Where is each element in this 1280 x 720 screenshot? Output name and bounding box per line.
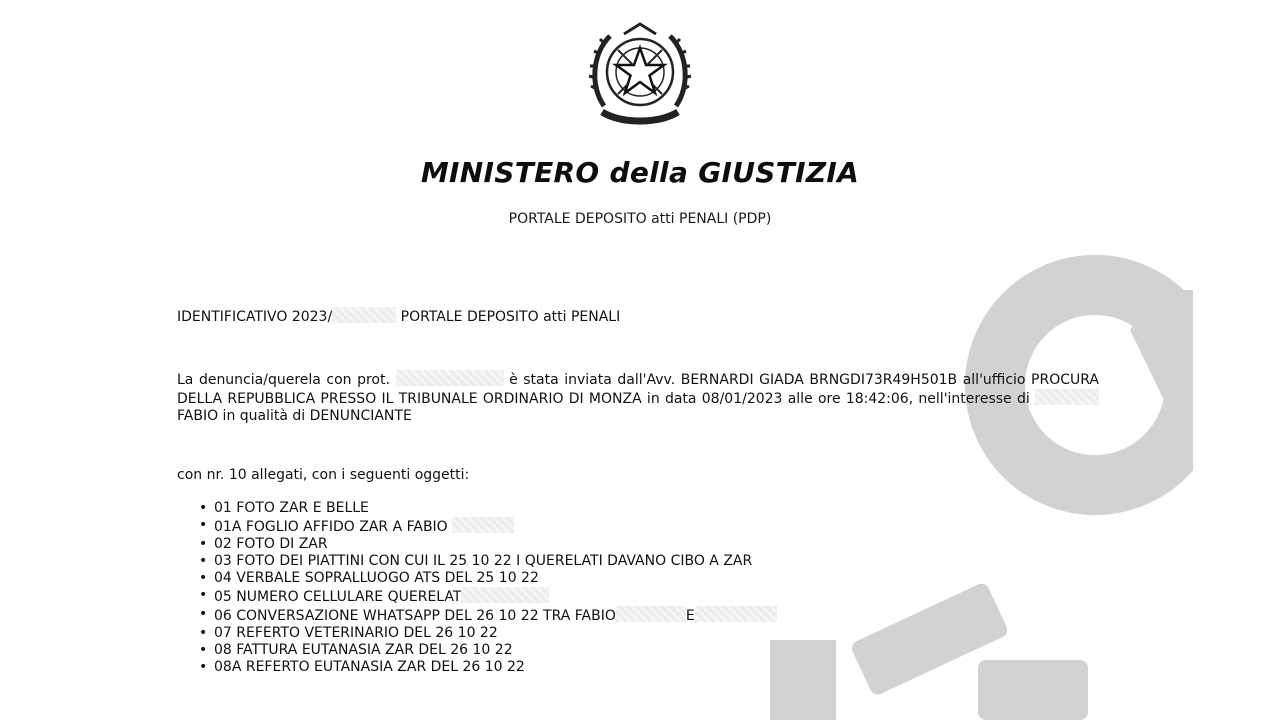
identifier-line (177, 307, 620, 325)
redaction-box (695, 606, 777, 622)
italian-republic-emblem (588, 20, 692, 128)
list-item: • 07 REFERTO VETERINARIO DEL 26 10 22 (177, 625, 777, 642)
paragraph-part-3: FABIO in qualità di DENUNCIANTE (177, 408, 412, 424)
complaint-paragraph (177, 370, 1099, 425)
identifier-prefix: IDENTIFICATIVO 2023/ (177, 309, 333, 325)
identifier-suffix: PORTALE DEPOSITO atti PENALI (400, 309, 621, 325)
list-item: • 01A FOGLIO AFFIDO ZAR A FABIO (177, 517, 777, 536)
redaction-box (461, 587, 549, 603)
list-item: • 05 NUMERO CELLULARE QUERELAT (177, 587, 777, 606)
paragraph-part-1: La denuncia/querela con prot. (177, 372, 390, 388)
attachments-list (177, 500, 777, 676)
redaction-box (1035, 389, 1099, 405)
redaction-box (616, 606, 686, 622)
list-item: • 08 FATTURA EUTANASIA ZAR DEL 26 10 22 (177, 642, 777, 659)
attachments-intro: con nr. 10 allegati, con i seguenti oggetti: (177, 467, 470, 483)
list-item: • 04 VERBALE SOPRALLUOGO ATS DEL 25 10 22 (177, 570, 777, 587)
paragraph-part-2: è stata inviata dall'Avv. BERNARDI GIADA BRNGDI73R49H501B all'ufficio PROCURA DELLA REPUBBLICA PRESSO IL TRIBUNALE ORDINARIO DI MONZA in data 08/01/2023 alle ore 18:42:06, nell'interesse di (177, 372, 1099, 407)
redaction-box (396, 370, 504, 386)
list-item: • 08A REFERTO EUTANASIA ZAR DEL 26 10 22 (177, 659, 777, 676)
ministry-title: MINISTERO della GIUSTIZIA (420, 156, 860, 189)
list-item: • 03 FOTO DEI PIATTINI CON CUI IL 25 10 22 I QUERELATI DAVANO CIBO A ZAR (177, 553, 777, 570)
redaction-box (452, 517, 514, 533)
list-item: • 01 FOTO ZAR E BELLE (177, 500, 777, 517)
list-item: • 06 CONVERSAZIONE WHATSAPP DEL 26 10 22 TRA FABIO E (177, 606, 777, 625)
list-item: • 02 FOTO DI ZAR (177, 536, 777, 553)
portal-title: PORTALE DEPOSITO atti PENALI (PDP) (508, 211, 772, 227)
redaction-box (332, 307, 396, 323)
